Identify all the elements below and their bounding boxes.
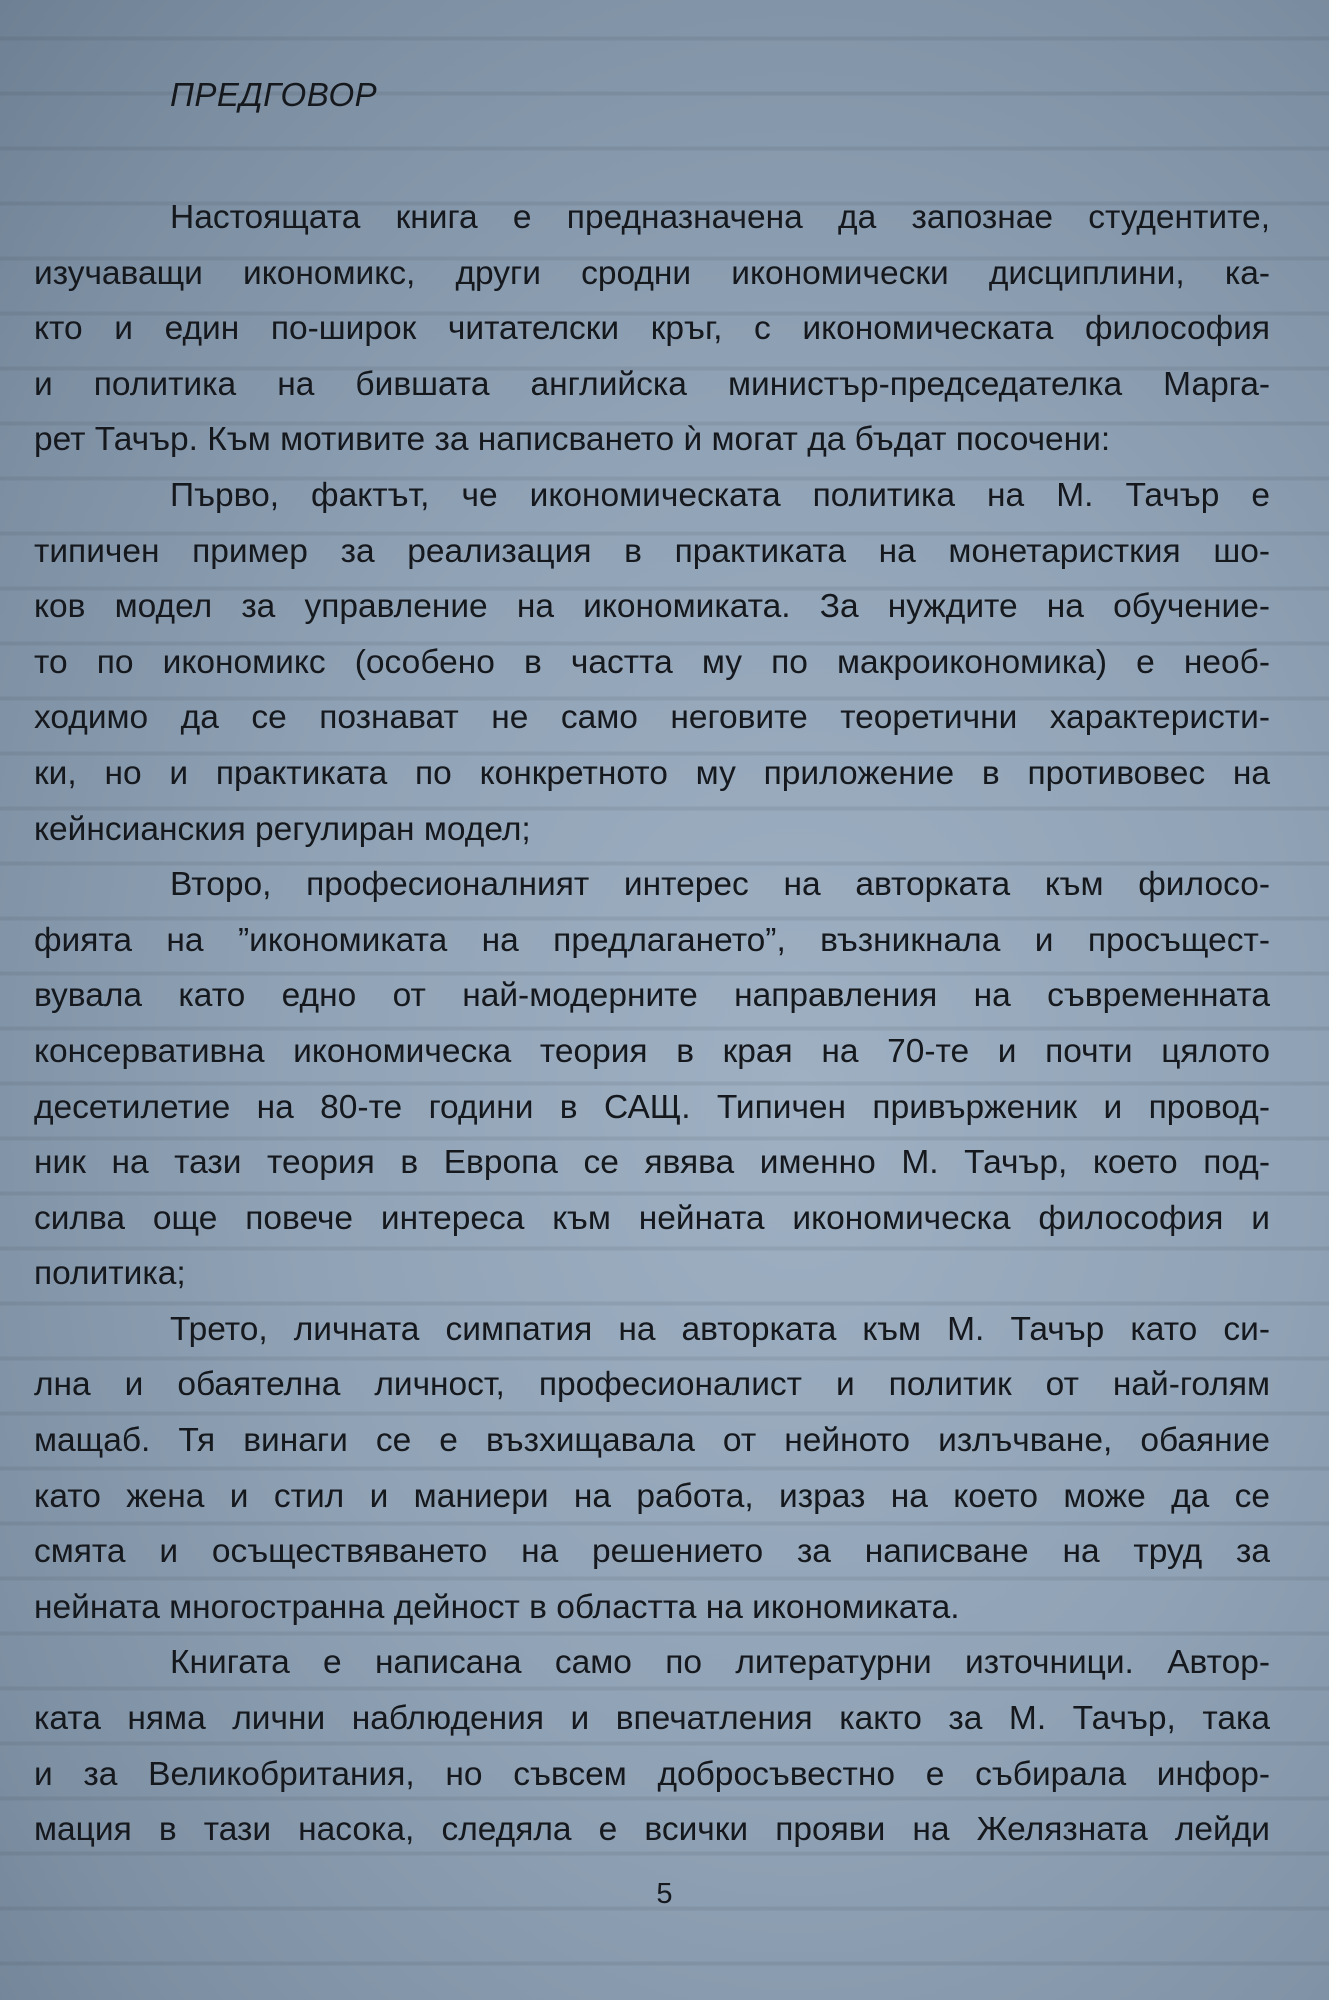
text-line: кто и един по-широк читателски кръг, с икономическата философия <box>34 310 1270 348</box>
text-line: и за Великобритания, но съвсем добросъвестно е събирала инфор- <box>34 1755 1270 1793</box>
text-line: Настоящата книга е предназначена да запознае студентите, <box>170 199 1270 236</box>
text-line: ков модел за управление на икономиката. За нуждите на обучение- <box>34 588 1270 626</box>
text-line: мащаб. Тя винаги се е възхищавала от нейното излъчване, обаяние <box>34 1422 1270 1460</box>
text-line: изучаващи икономикс, други сродни икономически дисциплини, ка- <box>34 254 1270 292</box>
text-line: смята и осъществяването на решението за написване на труд за <box>34 1533 1270 1571</box>
text-line: като жена и стил и маниери на работа, израз на което може да се <box>34 1477 1270 1515</box>
text-line: мация в тази насока, следяла е всички прояви на Желязната лейди <box>34 1811 1270 1849</box>
text-line: консервативна икономическа теория в края на 70-те и почти цялото <box>34 1032 1270 1070</box>
text-line: десетилетие на 80-те години в САЩ. Типичен привърженик и провод- <box>34 1088 1270 1126</box>
text-line: ки, но и практиката по конкретното му приложение в противовес на <box>34 754 1270 792</box>
text-line: ката няма лични наблюдения и впечатления както за М. Тачър, така <box>34 1700 1270 1738</box>
text-line: Трето, личната симпатия на авторката към М. Тачър като си- <box>170 1310 1270 1348</box>
text-line: нейната многостранна дейност в областта на икономиката. <box>34 1588 960 1626</box>
text-line: ник на тази теория в Европа се явява именно М. Тачър, което под- <box>34 1144 1270 1182</box>
text-line: фията на ”икономиката на предлагането”, възникнала и просъщест- <box>34 921 1270 959</box>
page-number: 5 <box>656 1878 673 1910</box>
text-line: Книгата е написана само по литературни източници. Автор- <box>170 1644 1270 1682</box>
text-line: то по икономикс (особено в частта му по макроикономика) е необ- <box>34 643 1270 681</box>
text-line: ходимо да се познават не само неговите теоретични характеристи- <box>34 699 1270 737</box>
text-line: Първо, фактът, че икономическата политика на М. Тачър е <box>170 476 1270 514</box>
page-heading: ПРЕДГОВОР <box>170 76 378 113</box>
text-line: политика; <box>34 1255 186 1293</box>
text-line: типичен пример за реализация в практиката на монетаристкия шо- <box>34 532 1270 570</box>
text-line: силва още повече интереса към нейната икономическа философия и <box>34 1199 1270 1237</box>
text-line: и политика на бившата английска министър-председателка Марга- <box>34 365 1270 403</box>
text-line: кейнсианския регулиран модел; <box>34 810 531 848</box>
text-line: рет Тачър. Към мотивите за написването ѝ могат да бъдат посочени: <box>34 421 1111 459</box>
text-line: лна и обаятелна личност, професионалист и политик от най-голям <box>34 1366 1270 1404</box>
text-line: Второ, професионалният интерес на авторката към филосо- <box>170 866 1270 904</box>
body-text <box>34 190 1270 1858</box>
text-line: вувала като едно от най-модерните направления на съвременната <box>34 977 1270 1015</box>
